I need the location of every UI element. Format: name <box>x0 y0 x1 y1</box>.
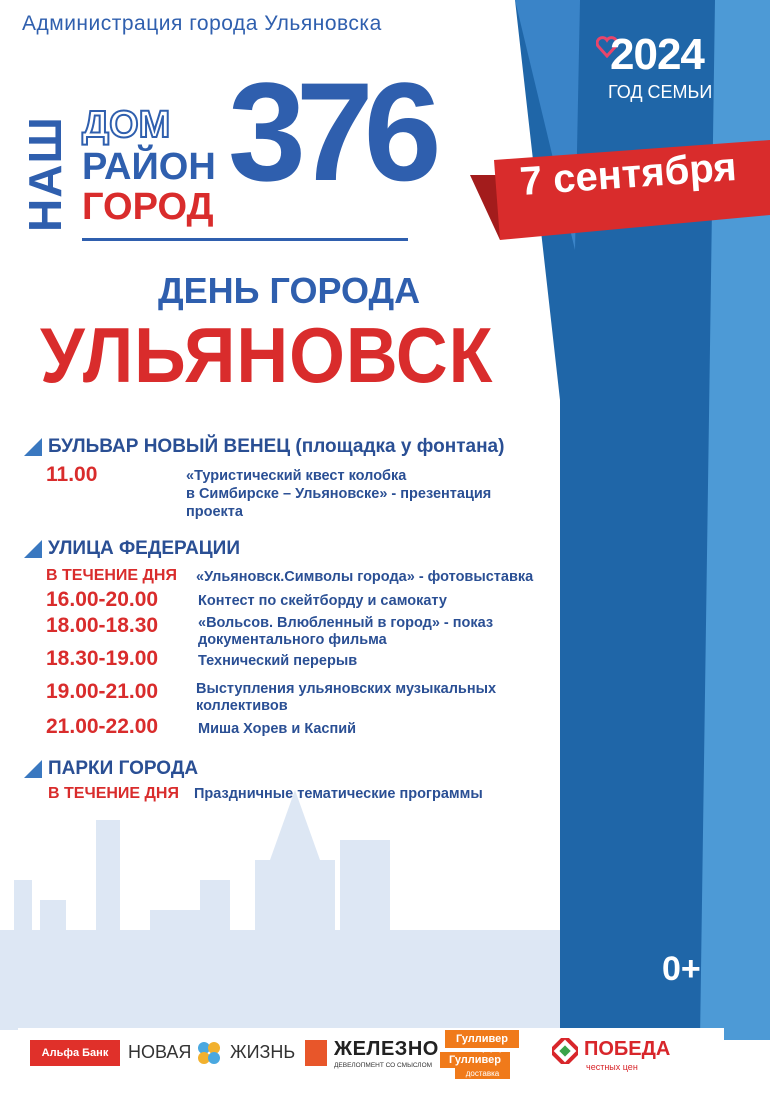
logo-gorod: ГОРОД <box>82 186 214 228</box>
event-description: документального фильма <box>198 632 387 648</box>
year-of-family-logo <box>596 30 716 110</box>
pobeda-logo: ПОБЕДА <box>584 1038 671 1060</box>
zhelezno-mark-icon <box>305 1040 327 1066</box>
event-description: Технический перерыв <box>198 653 358 669</box>
age-rating: 0+ <box>662 950 701 988</box>
event-description: в Симбирске – Ульяновске» - презентация <box>186 486 492 502</box>
gulliver-supermarket-tag: супермаркет <box>480 1048 510 1054</box>
title-line1: ДЕНЬ ГОРОДА <box>158 270 421 311</box>
event-description: Миша Хорев и Каспий <box>198 721 357 737</box>
event-description: «Ульяновск.Символы города» - фотовыставка <box>196 569 534 585</box>
event-description: Праздничные тематические программы <box>194 786 483 802</box>
triangle-icon <box>24 760 42 778</box>
logo-divider <box>82 238 408 241</box>
time-label: В ТЕЧЕНИЕ ДНЯ <box>46 567 177 584</box>
event-description: Контест по скейтборду и самокату <box>198 593 447 609</box>
administration-title: Администрация города Ульяновска <box>22 12 382 35</box>
zhelezno-tagline: ДЕВЕЛОПМЕНТ СО СМЫСЛОМ <box>334 1062 433 1069</box>
novaya-zhizn-word1: НОВАЯ <box>128 1042 192 1062</box>
event-description: Выступления ульяновских музыкальных <box>196 681 497 697</box>
gulliver-delivery-logo: Гулливер <box>440 1052 510 1068</box>
section-ulitsa-federatsii <box>24 538 240 560</box>
triangle-icon <box>24 438 42 456</box>
time-label: 18.00-18.30 <box>46 614 159 637</box>
section-parki-goroda <box>24 758 198 780</box>
event-description: коллективов <box>196 698 288 714</box>
pobeda-mark-icon <box>552 1038 578 1064</box>
event-description: «Вольсов. Влюбленный в город» - показ <box>198 615 494 631</box>
ribbon-fold <box>470 175 500 240</box>
gulliver-delivery-tag: доставка <box>455 1068 510 1079</box>
triangle-icon <box>24 540 42 558</box>
logo-nash: НАШ <box>19 116 71 232</box>
event-date: 7 сентября <box>518 144 738 204</box>
time-label: 18.30-19.00 <box>46 647 159 670</box>
novaya-zhizn-word2: ЖИЗНЬ <box>230 1042 296 1062</box>
time-label: 11.00 <box>46 463 98 486</box>
alfa-bank-logo: Альфа Банк <box>30 1040 120 1066</box>
section-heading: ПАРКИ ГОРОДА <box>24 758 198 780</box>
time-label: 21.00-22.00 <box>46 715 159 738</box>
sponsors-strip <box>0 1024 770 1084</box>
logo-number: 376 <box>228 53 432 210</box>
year-number: 2024 <box>610 30 704 79</box>
logo-dom: ДОМ <box>82 104 171 146</box>
time-label: В ТЕЧЕНИЕ ДНЯ <box>48 785 179 802</box>
flower-icon <box>194 1038 224 1068</box>
time-label: 16.00-20.00 <box>46 588 159 611</box>
year-subtitle: ГОД СЕМЬИ <box>608 82 713 102</box>
section-heading: БУЛЬВАР НОВЫЙ ВЕНЕЦ (площадка у фонтана) <box>24 436 504 458</box>
time-label: 19.00-21.00 <box>46 680 159 703</box>
pobeda-tagline: честных цен <box>586 1062 638 1072</box>
section-heading: УЛИЦА ФЕДЕРАЦИИ <box>24 538 240 560</box>
logo-rayon: РАЙОН <box>82 146 216 188</box>
section-novy-venets <box>24 436 504 458</box>
gulliver-supermarket-logo: Гулливер <box>445 1030 519 1048</box>
title-city: УЛЬЯНОВСК <box>40 311 494 399</box>
zhelezno-logo: ЖЕЛЕЗНО <box>334 1038 439 1060</box>
event-description: проекта <box>186 504 243 520</box>
event-description: «Туристический квест колобка <box>186 468 407 484</box>
